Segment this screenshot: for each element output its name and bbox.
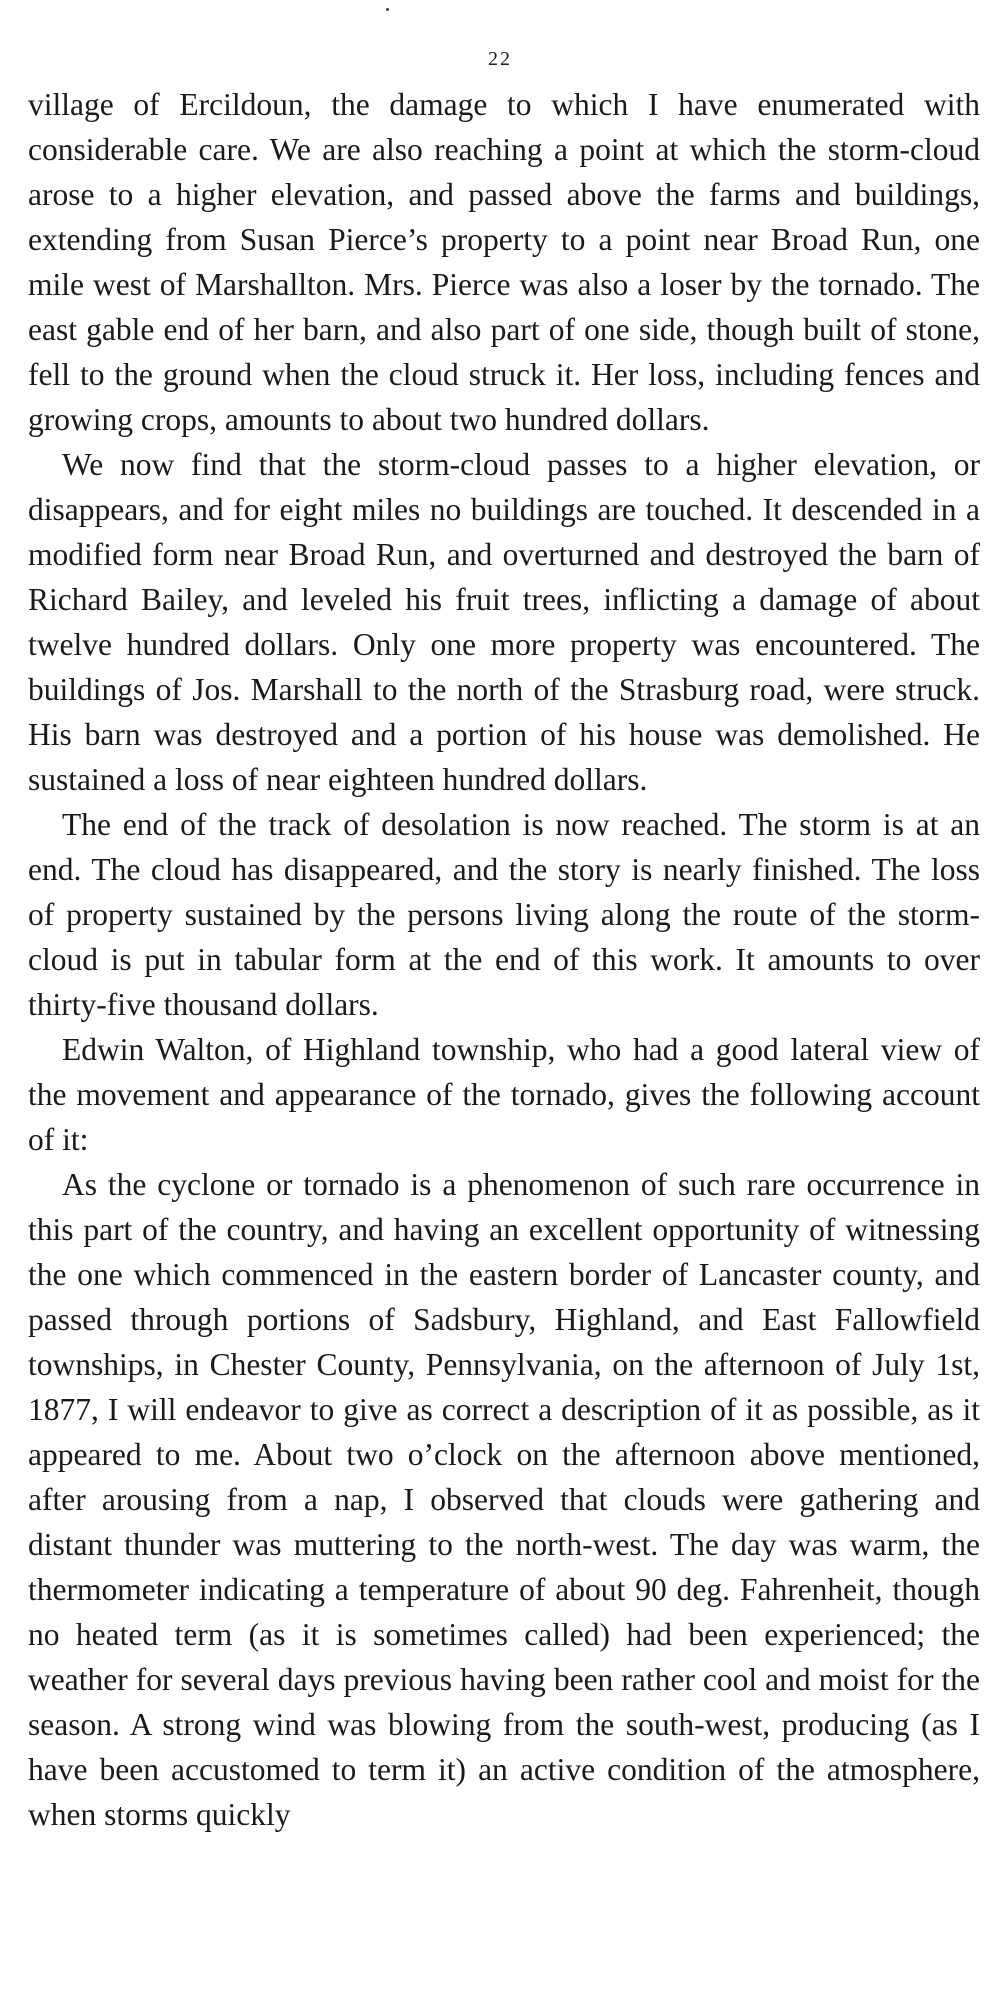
paragraph-2: We now find that the storm-cloud passes to a higher elevation, or disappears, and for eight miles no buildings are touched. It descended in a modified form near Broad Run, and overturned and destroyed the barn of Richard Bailey, and leveled his fruit trees, inflicting a damage of about twelve hundred dollars. Only one more property was encountered. The buildings of Jos. Marshall to the north of the Strasburg road, were struck. His barn was destroyed and a portion of his house was demolished. He sustained a loss of near eighteen hundred dollars. [28,447,980,797]
paragraph-1: village of Ercildoun, the damage to which I have enumerated with considerable care. We are also reaching a point at which the storm-cloud arose to a higher elevation, and passed above the farms and buildings, extending from Susan Pierce’s property to a point near Broad Run, one mile west of Marshallton. Mrs. Pierce was also a loser by the tornado. The east gable end of her barn, and also part of one side, though built of stone, fell to the ground when the cloud struck it. Her loss, including fences and growing crops, amounts to about two hundred dollars. [28,87,980,437]
paragraph-3: The end of the track of desolation is now reached. The storm is at an end. The cloud has disappeared, and the story is nearly finished. The loss of property sustained by the persons living along the route of the storm-cloud is put in tabular form at the end of this work. It amounts to over thirty-five thousand dollars. [28,807,980,1022]
ink-speck [386,8,389,11]
paragraph-5: As the cyclone or tornado is a phenomenon of such rare occurrence in this part of the country, and having an excellent opportunity of witnessing the one which commenced in the eastern border of Lancaster county, and passed through portions of Sadsbury, Highland, and East Fallowfield townships, in Chester County, Pennsylvania, on the afternoon of July 1st, 1877, I will endeavor to give as correct a description of it as possible, as it appeared to me. About two o’clock on the afternoon above mentioned, after arousing from a nap, I observed that clouds were gathering and distant thunder was muttering to the north-west. The day was warm, the thermometer indicating a temperature of about 90 deg. Fahrenheit, though no heated term (as it is sometimes called) had been experienced; the weather for several days previous having been rather cool and moist for the season. A strong wind was blowing from the south-west, producing (as I have been accustomed to term it) an active condition of the atmosphere, when storms quickly [28,1167,980,1832]
paragraph-4: Edwin Walton, of Highland township, who had a good lateral view of the movement and appearance of the tornado, gives the following account of it: [28,1032,980,1157]
body-text [28,82,980,1837]
page-number: 22 [488,48,512,70]
